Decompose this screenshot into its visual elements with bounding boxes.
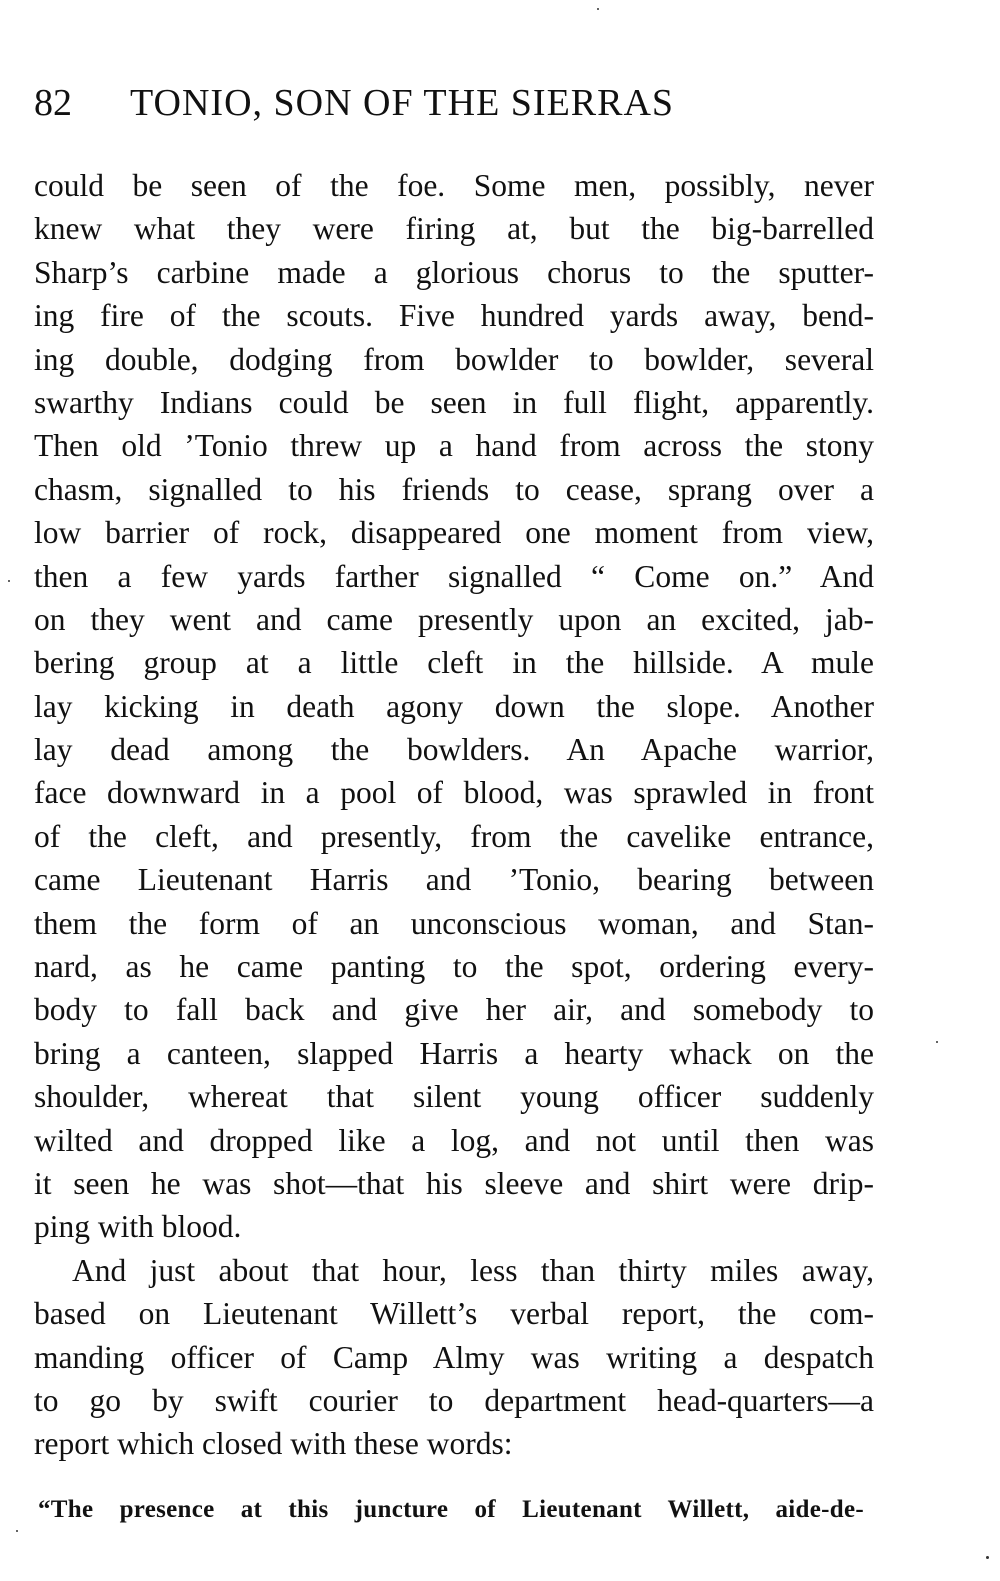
text-line: bering group at a little cleft in the hillside. A mule <box>34 645 874 681</box>
text-line: knew what they were firing at, but the big-barrelled <box>34 211 874 247</box>
scan-speck <box>936 1041 938 1043</box>
text-line: of the cleft, and presently, from the cavelike entrance, <box>34 818 874 854</box>
text-line: it seen he was shot—that his sleeve and shirt were drip- <box>34 1165 874 1201</box>
text-line: Then old ’Tonio threw up a hand from across the stony <box>34 428 874 464</box>
text-line: manding officer of Camp Almy was writing a despatch <box>34 1339 874 1375</box>
page-number: 82 <box>34 82 72 124</box>
text-line: then a few yards farther signalled “ Come on.” And <box>34 558 874 594</box>
text-line: report which closed with these words: <box>34 1426 513 1462</box>
paragraph-first-line: And just about that hour, less than thirty miles away, <box>72 1252 874 1288</box>
text-line: lay kicking in death agony down the slope. Another <box>34 688 874 724</box>
text-line: could be seen of the foe. Some men, possibly, never <box>34 168 874 203</box>
text-line: chasm, signalled to his friends to cease, sprang over a <box>34 471 874 507</box>
running-title: TONIO, SON OF THE SIERRAS <box>130 82 675 124</box>
text-line: low barrier of rock, disappeared one moment from view, <box>34 515 874 551</box>
text-line: swarthy Indians could be seen in full flight, apparently. <box>34 384 874 420</box>
text-line: on they went and came presently upon an excited, jab- <box>34 601 874 637</box>
scan-speck <box>597 8 599 10</box>
text-line: nard, as he came panting to the spot, ordering every- <box>34 949 874 985</box>
scan-speck <box>986 1556 989 1559</box>
scan-speck <box>16 1530 18 1532</box>
text-line: shoulder, whereat that silent young officer suddenly <box>34 1079 874 1115</box>
running-head <box>34 78 864 128</box>
text-line: bring a canteen, slapped Harris a hearty whack on the <box>34 1035 874 1071</box>
text-line: came Lieutenant Harris and ’Tonio, bearing between <box>34 862 874 898</box>
text-line: them the form of an unconscious woman, and Stan- <box>34 905 874 941</box>
text-line: ing fire of the scouts. Five hundred yards away, bend- <box>34 298 874 334</box>
text-line: to go by swift courier to department head-quarters—a <box>34 1382 874 1418</box>
text-line: based on Lieutenant Willett’s verbal report, the com- <box>34 1296 874 1332</box>
text-line: wilted and dropped like a log, and not until then was <box>34 1122 874 1158</box>
text-line: body to fall back and give her air, and somebody to <box>34 992 874 1028</box>
text-line: ping with blood. <box>34 1209 242 1245</box>
scan-speck <box>8 580 10 582</box>
quoted-report-line: “The presence at this juncture of Lieutenant Willett, aide-de- <box>38 1496 864 1523</box>
text-line: Sharp’s carbine made a glorious chorus to the sputter- <box>34 254 874 290</box>
body-text <box>34 164 874 1466</box>
text-line: ing double, dodging from bowlder to bowlder, several <box>34 341 874 377</box>
text-line: lay dead among the bowlders. An Apache warrior, <box>34 732 874 768</box>
text-line: face downward in a pool of blood, was sprawled in front <box>34 775 874 811</box>
